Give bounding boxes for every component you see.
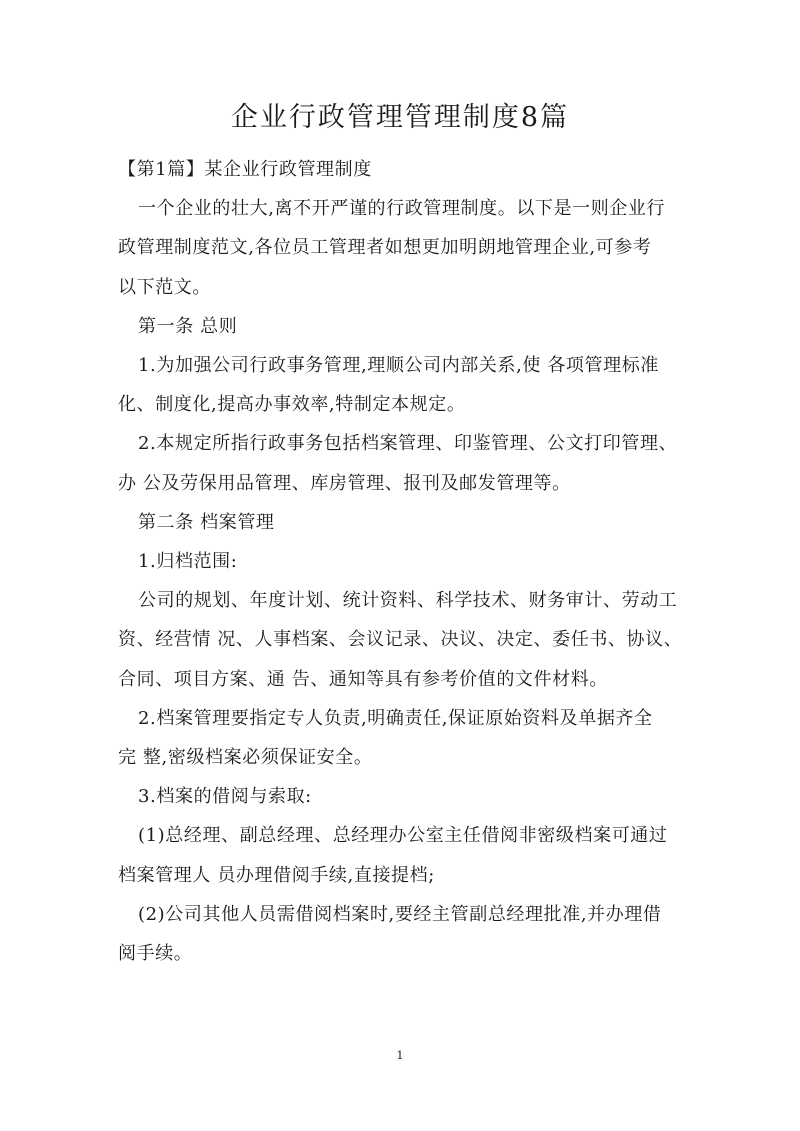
body-text-line: 资、经营情 况、人事档案、会议记录、决议、决定、委任书、协议、 <box>118 629 683 651</box>
body-text-line: 第一条 总则 <box>138 315 238 337</box>
document-body <box>118 150 708 973</box>
body-text-line: 以下范文。 <box>118 276 211 298</box>
body-text-line: (2)公司其他人员需借阅档案时,要经主管副总经理批准,并办理借 <box>138 903 662 925</box>
document-title: 企业行政管理管理制度8篇 <box>230 102 570 133</box>
body-text-line: 完 整,密级档案必须保证安全。 <box>118 747 373 769</box>
body-text-line: 【第1篇】某企业行政管理制度 <box>118 159 372 180</box>
body-text-line: 1.为加强公司行政事务管理,理顺公司内部关系,使 各项管理标准 <box>138 355 659 377</box>
body-text-line: 政管理制度范文,各位员工管理者如想更加明朗地管理企业,可参考 <box>118 237 652 259</box>
body-text-line: 合同、项目方案、通 告、通知等具有参考价值的文件材料。 <box>118 668 608 690</box>
body-text-line: 化、制度化,提高办事效率,特制定本规定。 <box>118 394 466 416</box>
body-text-line: 公司的规划、年度计划、统计资料、科学技术、财务审计、劳动工 <box>138 590 678 612</box>
body-text-line: 2.档案管理要指定专人负责,明确责任,保证原始资料及单据齐全 <box>138 707 653 729</box>
body-text-line: 2.本规定所指行政事务包括档案管理、印鉴管理、公文打印管理、 <box>138 433 678 455</box>
body-text-line: 3.档案的借阅与索取: <box>138 786 312 808</box>
body-text-line: 阅手续。 <box>118 943 193 965</box>
body-text-line: 第二条 档案管理 <box>138 511 275 533</box>
body-text-line: 办 公及劳保用品管理、库房管理、报刊及邮发管理等。 <box>118 472 571 494</box>
body-text-line: 一个企业的壮大,离不开严谨的行政管理制度。以下是一则企业行 <box>138 198 666 220</box>
body-text-line: 档案管理人 员办理借阅手续,直接提档; <box>118 864 435 886</box>
body-text-line: 1.归档范围: <box>138 551 238 573</box>
page-number: 1 <box>396 1049 404 1062</box>
body-text-line: (1)总经理、副总经理、总经理办公室主任借阅非密级档案可通过 <box>138 825 668 847</box>
